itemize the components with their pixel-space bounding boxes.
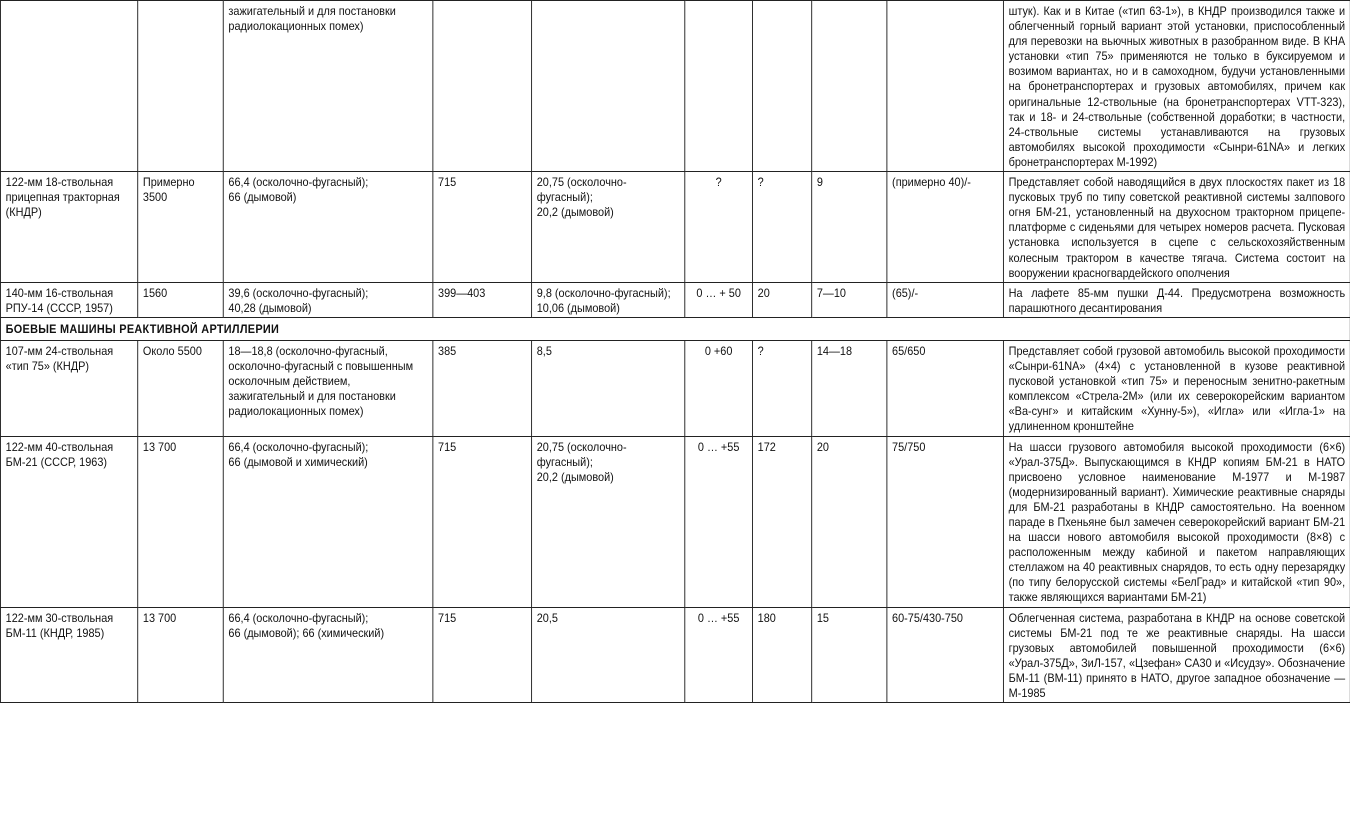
cell-system-name: 107-мм 24-ствольная «тип 75» (КНДР)	[0, 340, 137, 436]
cell-warhead-mass: 20,75 (осколочно-фугасный); 20,2 (дымовой)	[532, 172, 685, 283]
cell-elevation-angle: 0 … +55	[685, 436, 753, 607]
cell-weight: 13 700	[138, 607, 224, 703]
cell-rate-of-fire: 60-75/430-750	[887, 607, 1004, 703]
cell-system-name	[0, 1, 137, 172]
table-row	[0, 607, 1350, 703]
cell-crew: 9	[812, 172, 887, 283]
cell-notes: Представляет собой наводящийся в двух плоскостях пакет из 18 пусковых труб по типу советской реактивной системы залпового огня БМ-21, установленный на двухосном тракторном прицепе-платформе с сиденьями для четырех номеров расчета. Пусковая установка используется в сцепе с сельскохозяйственным колесным трактором в качестве тягача. Система состоит на вооружении красногвардейского ополчения	[1003, 172, 1350, 283]
cell-notes: Облегченная система, разработана в КНДР на основе советской системы БМ-21 под те же реактивные снаряды. На шасси грузовых автомобилей повышенной проходимости (6×6) «Урал-375Д», ЗиЛ-157, «Цзефан» CA30 и «Исудзу». Обозначение БМ-11 (ВМ-11) принято в НАТО, другое западное обозначение — М-1985	[1003, 607, 1350, 703]
cell-range: 715	[433, 436, 532, 607]
cell-warhead-mass: 20,5	[532, 607, 685, 703]
cell-rate-of-fire: (65)/-	[887, 282, 1004, 317]
cell-weight: Примерно 3500	[138, 172, 224, 283]
section-header-row	[0, 317, 1350, 340]
cell-rate-of-fire: 75/750	[887, 436, 1004, 607]
cell-weight: 13 700	[138, 436, 224, 607]
cell-system-name: 122-мм 18-ствольная прицепная тракторная (КНДР)	[0, 172, 137, 283]
cell-elevation-angle: 0 … + 50	[685, 282, 753, 317]
cell-rate-of-fire: 65/650	[887, 340, 1004, 436]
cell-weight	[138, 1, 224, 172]
table-row	[0, 1, 1350, 172]
cell-elevation-angle: 0 +60	[685, 340, 753, 436]
cell-elevation-angle: ?	[685, 172, 753, 283]
cell-notes: На шасси грузового автомобиля высокой проходимости (6×6) «Урал-375Д». Выпускающимся в КНДР копиям БМ-21 в НАТО присвоено условное наименование М-1977 и М-1987 (модернизированный вариант). Химические реактивные снаряды для БМ-21 разработаны в КНДР самостоятельно. На военном параде в Пхеньяне был замечен северокорейский вариант БМ-21 на шасси нового автомобиля высокой проходимости (8×8) с расположенным между кабиной и пакетом направляющих стеллажом на 40 реактивных снарядов, то есть одну перезарядку (по типу белорусской системы «БелГрад» и китайской «тип 90», также являющихся вариантами БМ-21)	[1003, 436, 1350, 607]
cell-projectile-mass: зажигательный и для постановки радиолокационных помех)	[223, 1, 433, 172]
cell-system-name: 140-мм 16-ствольная РПУ-14 (СССР, 1957)	[0, 282, 137, 317]
cell-warhead-mass: 9,8 (осколочно-фугасный); 10,06 (дымовой)	[532, 282, 685, 317]
cell-weight: 1560	[138, 282, 224, 317]
cell-projectile-mass: 66,4 (осколочно-фугасный); 66 (дымовой и химический)	[223, 436, 433, 607]
cell-system-name: 122-мм 40-ствольная БМ-21 (СССР, 1963)	[0, 436, 137, 607]
cell-projectile-mass: 66,4 (осколочно-фугасный); 66 (дымовой); 66 (химический)	[223, 607, 433, 703]
cell-projectile-mass: 18—18,8 (осколочно-фугасный, осколочно-фугасный с повышенным осколочным действием, зажигательный и для постановки радиолокационных помех)	[223, 340, 433, 436]
cell-system-name: 122-мм 30-ствольная БМ-11 (КНДР, 1985)	[0, 607, 137, 703]
table-row	[0, 436, 1350, 607]
cell-crew: 7—10	[812, 282, 887, 317]
cell-traverse-angle: 172	[752, 436, 811, 607]
cell-range: 399—403	[433, 282, 532, 317]
cell-traverse-angle: ?	[752, 172, 811, 283]
section-title: БОЕВЫЕ МАШИНЫ РЕАКТИВНОЙ АРТИЛЛЕРИИ	[0, 317, 1350, 340]
cell-rate-of-fire: (примерно 40)/-	[887, 172, 1004, 283]
cell-traverse-angle: 180	[752, 607, 811, 703]
cell-notes: На лафете 85-мм пушки Д-44. Предусмотрена возможность парашютного десантирования	[1003, 282, 1350, 317]
cell-notes: Представляет собой грузовой автомобиль высокой проходимости «Сынри-61NA» (4×4) с установленной в кузове реактивной пусковой установкой «тип 75» и переносным зенитно-ракетным комплексом «Стрела-2М» (или их северокорейским вариантом «Ва-сунг» и китайским «Хунну-5»), «Игла» или «Игла-1» на удлиненном кронштейне	[1003, 340, 1350, 436]
table-row	[0, 340, 1350, 436]
cell-warhead-mass: 20,75 (осколочно-фугасный); 20,2 (дымовой)	[532, 436, 685, 607]
cell-rate-of-fire	[887, 1, 1004, 172]
cell-range: 385	[433, 340, 532, 436]
cell-traverse-angle: 20	[752, 282, 811, 317]
cell-crew: 20	[812, 436, 887, 607]
cell-crew	[812, 1, 887, 172]
cell-range: 715	[433, 172, 532, 283]
table-row	[0, 282, 1350, 317]
cell-elevation-angle: 0 … +55	[685, 607, 753, 703]
cell-elevation-angle	[685, 1, 753, 172]
cell-projectile-mass: 66,4 (осколочно-фугасный); 66 (дымовой)	[223, 172, 433, 283]
cell-crew: 15	[812, 607, 887, 703]
cell-traverse-angle: ?	[752, 340, 811, 436]
cell-weight: Около 5500	[138, 340, 224, 436]
cell-notes: штук). Как и в Китае («тип 63-1»), в КНДР производился также и облегченный горный вариант этой установки, приспособленный для перевозки на вьючных животных в разобранном виде. В КНА установки «тип 75» применяются не только в буксируемом и возимом вариантах, но и в самоходном, будучи установленными на бронетранспортерах и грузовых автомобилях, причем как оригинальные 12-ствольные (на бронетранспортерах VTT-323), так и 18- и 24-ствольные (собственной доработки; в частности, 24-ствольные системы устанавливаются на грузовых автомобилях высокой проходимости «Сынри-61NA» и легких бронетранспортерах М-1992)	[1003, 1, 1350, 172]
cell-projectile-mass: 39,6 (осколочно-фугасный); 40,28 (дымовой)	[223, 282, 433, 317]
cell-warhead-mass	[532, 1, 685, 172]
cell-crew: 14—18	[812, 340, 887, 436]
cell-warhead-mass: 8,5	[532, 340, 685, 436]
cell-range	[433, 1, 532, 172]
table-row	[0, 172, 1350, 283]
cell-traverse-angle	[752, 1, 811, 172]
cell-range: 715	[433, 607, 532, 703]
table-body	[0, 1, 1350, 703]
